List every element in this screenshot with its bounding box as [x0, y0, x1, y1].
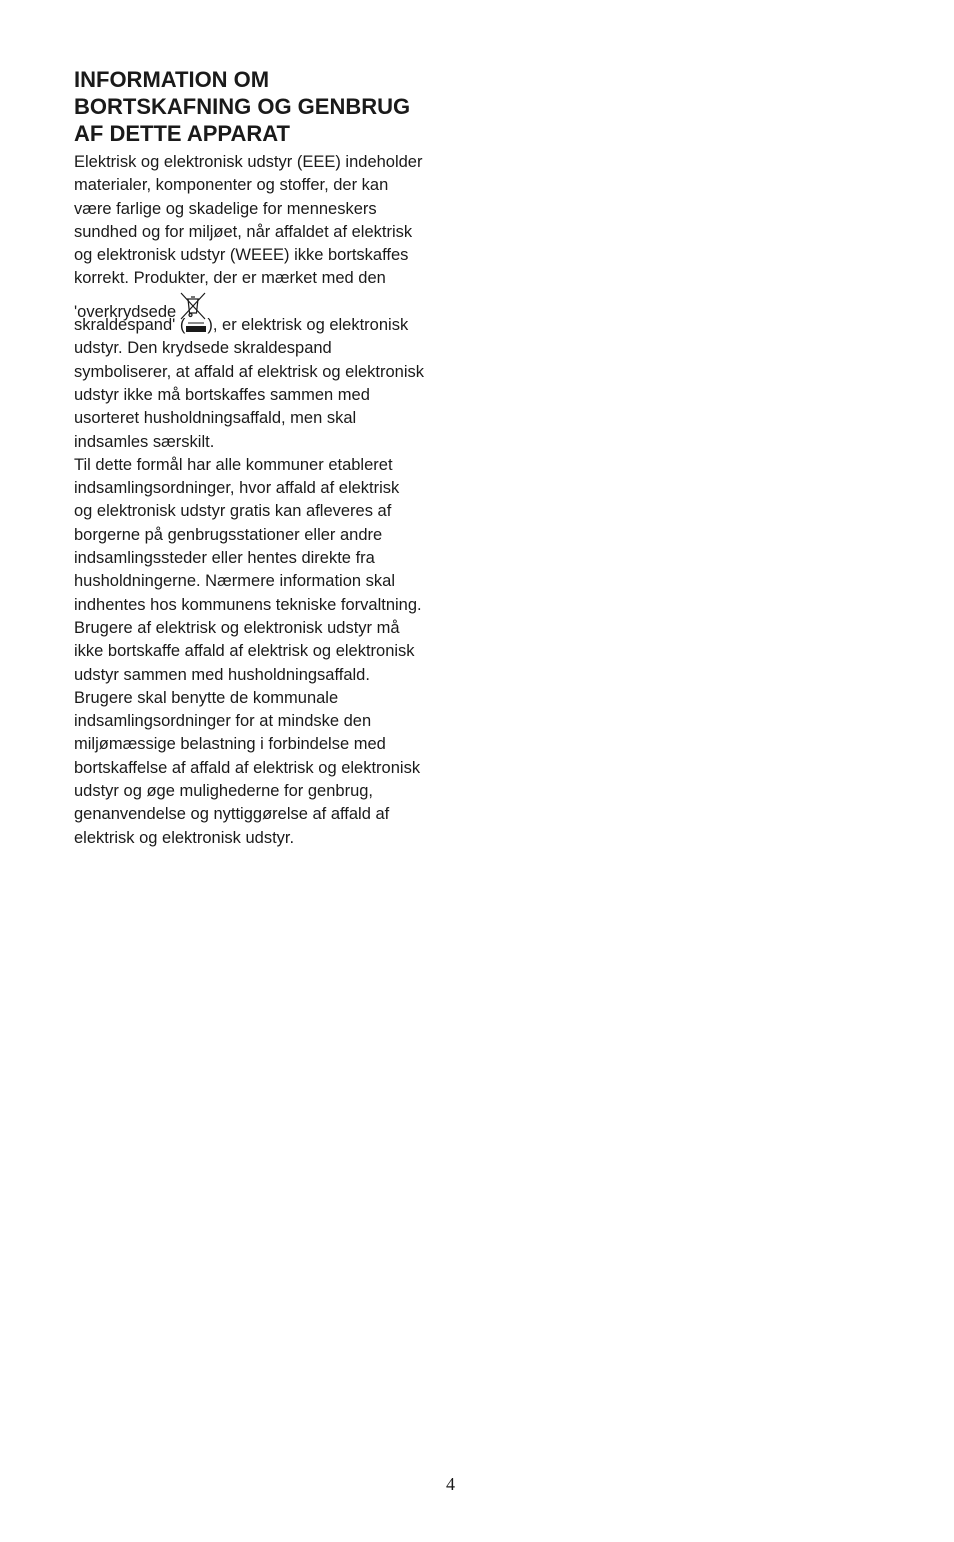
- text-line: korrekt. Produkter, der er mærket med den: [74, 269, 386, 288]
- text-line: udstyr og øge mulighederne for genbrug,: [74, 782, 374, 801]
- text-line: være farlige og skadelige for menneskers: [74, 199, 377, 218]
- text-line-with-icon: [74, 291, 458, 321]
- text-line: og elektronisk udstyr (WEEE) ikke bortskaffes: [74, 246, 409, 265]
- text-line: indsamlingssteder eller hentes direkte fra: [74, 549, 375, 568]
- text-line: udstyr ikke må bortskaffes sammen med: [74, 385, 370, 404]
- text-line-with-symbol: [74, 314, 458, 337]
- text-line: usorteret husholdningsaffald, men skal: [74, 409, 357, 428]
- page-number: 4: [446, 1474, 455, 1494]
- text-line: husholdningerne. Nærmere information skal: [74, 572, 395, 591]
- text-fragment: ), er elektrisk og elektronisk: [207, 316, 409, 335]
- weee-bar-symbol-icon: [185, 316, 207, 334]
- text-line: ikke bortskaffe affald af elektrisk og elektronisk: [74, 642, 415, 661]
- page-title: [74, 66, 458, 147]
- text-line: indsamlingsordninger, hvor affald af elektrisk: [74, 479, 400, 498]
- title-line: AF DETTE APPARAT: [74, 121, 290, 146]
- text-line: genanvendelse og nyttiggørelse af affald af: [74, 805, 390, 824]
- text-line: indsamlingsordninger for at mindske den: [74, 712, 372, 731]
- text-line: Brugere af elektrisk og elektronisk udstyr må: [74, 618, 400, 637]
- body-paragraph-1: [74, 151, 458, 454]
- text-line: indhentes hos kommunens tekniske forvaltning.: [74, 595, 422, 614]
- text-line: miljømæssige belastning i forbindelse med: [74, 735, 386, 754]
- title-line: INFORMATION OM: [74, 67, 270, 92]
- title-line: BORTSKAFNING OG GENBRUG: [74, 94, 411, 119]
- body-paragraph-2: [74, 454, 458, 850]
- text-line: bortskaffelse af affald af elektrisk og elektronisk: [74, 758, 421, 777]
- text-line: borgerne på genbrugsstationer eller andre: [74, 525, 383, 544]
- text-line: Elektrisk og elektronisk udstyr (EEE) indeholder: [74, 153, 423, 171]
- document-column: [74, 66, 458, 850]
- text-line: Til dette formål har alle kommuner etableret: [74, 455, 393, 474]
- text-line: og elektronisk udstyr gratis kan afleveres af: [74, 502, 392, 521]
- text-line: udstyr. Den krydsede skraldespand: [74, 339, 332, 358]
- text-line: udstyr sammen med husholdningsaffald.: [74, 665, 370, 684]
- text-line: sundhed og for miljøet, når affaldet af elektrisk: [74, 222, 413, 241]
- text-line: 'overkrydsede: [74, 302, 177, 321]
- text-line: symboliserer, at affald af elektrisk og elektronisk: [74, 362, 425, 381]
- text-line: elektrisk og elektronisk udstyr.: [74, 828, 295, 847]
- text-line: Brugere skal benytte de kommunale: [74, 688, 339, 707]
- text-line: indsamles særskilt.: [74, 432, 215, 451]
- text-fragment: skraldespand' (: [74, 316, 186, 335]
- text-line: materialer, komponenter og stoffer, der kan: [74, 176, 389, 195]
